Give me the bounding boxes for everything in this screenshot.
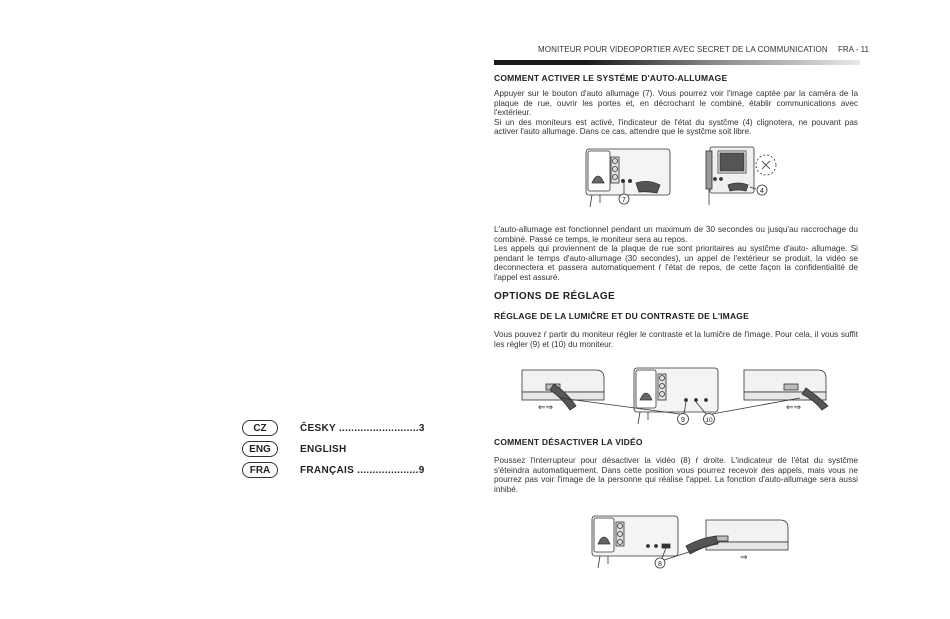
- toc-entry-francais: FRANÇAIS ....................9: [300, 464, 425, 476]
- section-title-options: OPTIONS DE RÉGLAGE: [494, 291, 616, 302]
- paragraph: Les appels qui proviennent de la plaque de rue sont prioritaires au systčme d'auto- allumage. Si pendant le temps d'auto-allumage (30 secondes), un appel de l'extérieur se produit, la vidéo se deconnectera et passera automatiquement ŕ l'état de repos, de cette façon la confidentialité de l'appel est assuré.: [494, 244, 858, 282]
- paragraph: Vous pouvez ŕ partir du moniteur régler le contraste et la lumičre de l'image. Pour cela, il vous suffit les régler (9) et (10) du moniteur.: [494, 330, 858, 349]
- callout-label-9: 9: [681, 417, 685, 424]
- callout-label-8: 8: [658, 561, 662, 568]
- svg-text:⇐⇒: ⇐⇒: [538, 402, 554, 412]
- language-badge-cz: CZ: [242, 420, 278, 436]
- running-header: MONITEUR POUR VIDEOPORTIER AVEC SECRET DE LA COMMUNICATION: [538, 45, 828, 54]
- monitor-left-view: [522, 370, 604, 412]
- toc-row-eng[interactable]: [242, 441, 347, 457]
- toc-entry-english: ENGLISH: [300, 443, 347, 455]
- section-title-auto-allumage: COMMENT ACTIVER LE SYSTÉME D'AUTO-ALLUMAGE: [494, 73, 728, 83]
- toc-entry-cesky: ČESKY ..........................3: [300, 422, 425, 434]
- monitor-side-view: [686, 520, 788, 562]
- figure-desactiver-video: [590, 512, 810, 572]
- section-title-desactiver-video: COMMENT DÉSACTIVER LA VIDÉO: [494, 437, 643, 447]
- paragraph: Appuyer sur le bouton d'auto allumage (7). Vous pourrez voir l'image captée par la caméra de la plaque de rue, ouvrir les portes et, en décrochant le combiné, établir communications avec l'extérieur.: [494, 89, 858, 118]
- callout-label-4: 4: [760, 188, 764, 195]
- header-gradient-rule: [494, 60, 860, 65]
- auto-allumage-details: [494, 225, 858, 283]
- callout-label-10: 10: [705, 417, 713, 424]
- svg-text:⇐⇒: ⇐⇒: [786, 402, 802, 412]
- callout-label-7: 7: [622, 197, 626, 204]
- section-title-lumiere: RÉGLAGE DE LA LUMIČRE ET DU CONTRASTE DE L'IMAGE: [494, 311, 749, 321]
- page-number: FRA - 11: [838, 45, 869, 54]
- toc-row-fra[interactable]: [242, 462, 425, 478]
- paragraph: Si un des moniteurs est activé, l'indicateur de l'état du systčme (4) clignotera, ne pouvant pas activer l'auto allumage. Dans ce cas, attendre que le systčme soit libre.: [494, 117, 858, 137]
- figure-auto-allumage: [578, 143, 790, 213]
- toc-row-cz[interactable]: [242, 420, 425, 436]
- monitor-front-view: [592, 516, 678, 568]
- auto-allumage-text: [494, 89, 858, 137]
- figure-reglage-lumiere: [516, 362, 856, 430]
- paragraph: Poussez l'interrupteur pour désactiver la vidéo (8) ŕ droite. L'indicateur de l'état du systčme s'éteindra automatiquement. Dans cette position vous pourrez recevoir des appels, mais vous ne pourrez pas voir l'image de la personne qui réalise l'appel. La fonction d'auto-allumage sera aussi inhibé.: [494, 456, 858, 494]
- monitor-with-screen-illustration: [706, 147, 776, 205]
- language-badge-eng: ENG: [242, 441, 278, 457]
- lumiere-text: [494, 330, 858, 349]
- language-badge-fra: FRA: [242, 462, 278, 478]
- svg-text:⇒: ⇒: [740, 552, 748, 562]
- desactiver-video-text: [494, 456, 858, 494]
- paragraph: L'auto-allumage est fonctionnel pendant un maximum de 30 secondes ou jusqu'au raccrochage du combiné. Passé ce temps, le moniteur sera au repos.: [494, 225, 858, 244]
